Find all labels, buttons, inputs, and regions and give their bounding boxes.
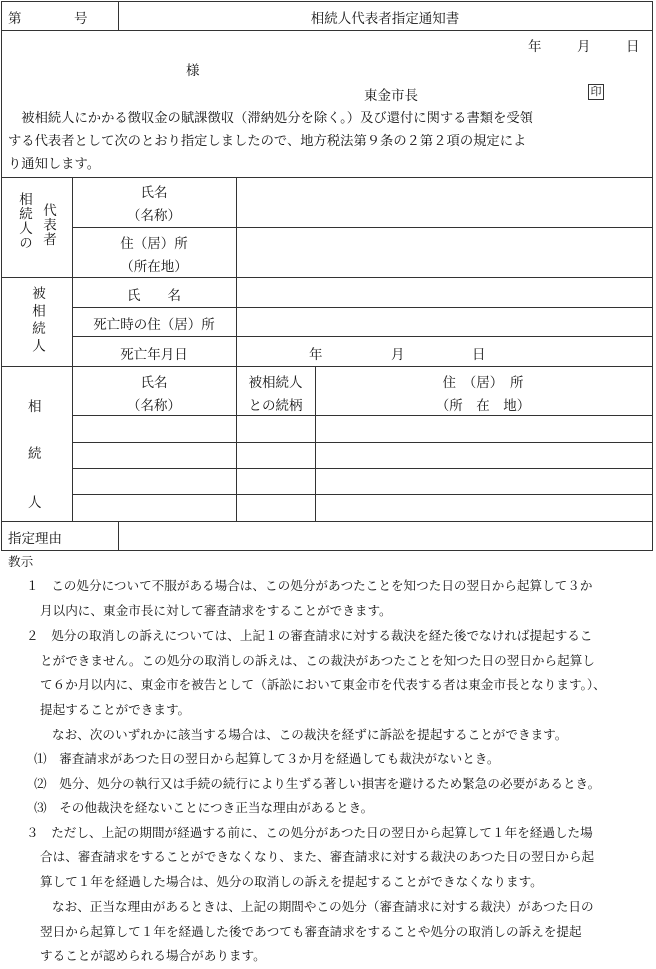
date-year: 年 xyxy=(528,39,542,55)
notice-line: することが認められる場合があります。 xyxy=(40,948,266,963)
deceased-address-field[interactable] xyxy=(237,308,651,335)
date-month: 月 xyxy=(577,39,591,55)
number-label-dai: 第 xyxy=(8,11,22,27)
addressee-honorific: 様 xyxy=(186,63,200,79)
heirs-group-label-3: 人 xyxy=(28,495,42,511)
notice-line: ３ ただし、上記の期間が経過する前に、この処分があつた日の翌日から起算して１年を経過した場 xyxy=(26,825,593,840)
death-date-label: 死亡年月日 xyxy=(120,347,188,363)
heir-row[interactable] xyxy=(73,495,651,520)
notice-line: ⑴ 審査請求があつた日の翌日から起算して３か月を経過しても裁決がないとき。 xyxy=(34,751,500,766)
representative-sub-label: 代表者 xyxy=(40,203,56,247)
notice-line: １ この処分について不服がある場合は、この処分があつたことを知つた日の翌日から起算して３か xyxy=(26,578,593,593)
header-divider xyxy=(1,30,652,31)
heirs-col-address-sub: （所 在 地） xyxy=(435,398,531,414)
representative-name-sub: （名称） xyxy=(127,208,181,224)
reason-label: 指定理由 xyxy=(8,531,62,547)
reason-field[interactable] xyxy=(119,522,651,549)
representative-group-label: 相続人の xyxy=(16,192,32,250)
deceased-address-label: 死亡時の住（居）所 xyxy=(93,317,215,333)
heirs-col-name: 氏名 xyxy=(140,375,168,391)
heirs-col-name-sub: （名称） xyxy=(127,398,181,414)
representative-name-label: 氏名 xyxy=(140,185,168,201)
document-title: 相続人代表者指定通知書 xyxy=(310,11,460,27)
heir-row[interactable] xyxy=(73,469,651,493)
heirs-group-label-1: 相 xyxy=(28,399,42,415)
notice-line: ２ 処分の取消しの訴えについては、上記１の審査請求に対する裁決を経た後でなければ提起するこ xyxy=(26,628,593,643)
death-month-label: 月 xyxy=(391,347,405,363)
deceased-group-label: 被相続人 xyxy=(29,286,45,356)
body-paragraph xyxy=(8,107,648,176)
death-day-label: 日 xyxy=(472,347,486,363)
body-line: り通知します。 xyxy=(8,157,101,172)
notice-line: て６か月以内に、東金市を被告として（訴訟において東金市を代表する者は東金市長となります。）、 xyxy=(40,677,606,692)
notice-line: 提起することができます。 xyxy=(40,702,191,717)
notice-line: ⑵ 処分、処分の執行又は手続の続行により生ずる著しい損害を避けるため緊急の必要があるとき。 xyxy=(34,776,601,791)
heirs-col-address: 住 （居） 所 xyxy=(442,375,524,391)
notice-line: 月以内に、東金市長に対して審査請求をすることができます。 xyxy=(40,603,392,618)
notice-line: 翌日から起算して１年を経過した後であつても審査請求をすることや処分の取消しの訴えを提起 xyxy=(40,924,582,939)
death-date-field[interactable] xyxy=(237,337,651,365)
heirs-group-label-2: 続 xyxy=(28,446,42,462)
body-line: 被相続人にかかる徴収金の賦課徴収（滞納処分を除く。）及び還付に関する書類を受領 xyxy=(8,111,533,126)
notice-line: 合は、審査請求をすることができなくなり、また、審査請求に対する裁決のあつた日の翌日から起 xyxy=(40,849,595,864)
notice-line: 算して１年を経過した場合は、処分の取消しの訴えを提起することができなくなります。 xyxy=(40,874,543,889)
notice-line: なお、次のいずれかに該当する場合は、この裁決を経ずに訴訟を提起することができます。 xyxy=(52,727,568,742)
notice-line: とができません。この処分の取消しの訴えは、この裁決があつたことを知つた日の翌日から起算し xyxy=(40,653,595,668)
deceased-name-field[interactable] xyxy=(237,278,651,306)
deceased-name-label: 氏 名 xyxy=(127,288,181,304)
representative-address-label: 住（居）所 xyxy=(120,236,188,252)
representative-name-field[interactable] xyxy=(237,178,651,226)
heir-row[interactable] xyxy=(73,416,651,441)
issuer-name: 東金市長 xyxy=(364,88,418,104)
seal-mark: 印 xyxy=(588,84,604,100)
notice-line: なお、正当な理由があるときは、上記の期間やこの処分（審査請求に対する裁決）があつた日の xyxy=(52,899,594,914)
death-year-label: 年 xyxy=(309,347,323,363)
date-day: 日 xyxy=(626,39,640,55)
body-line: する代表者として次のとおり指定しましたので、地方税法第９条の２第２項の規定によ xyxy=(8,134,527,149)
number-label-go: 号 xyxy=(74,11,88,27)
heirs-col-relation-sub: との続柄 xyxy=(248,398,303,414)
representative-address-sub: （所在地） xyxy=(120,259,188,275)
heir-row[interactable] xyxy=(73,443,651,467)
notice-line: ⑶ その他裁決を経ないことにつき正当な理由があるとき。 xyxy=(34,800,374,815)
representative-address-field[interactable] xyxy=(237,228,651,276)
notice-heading: 教示 xyxy=(8,554,34,569)
heirs-col-relation: 被相続人 xyxy=(248,375,303,391)
